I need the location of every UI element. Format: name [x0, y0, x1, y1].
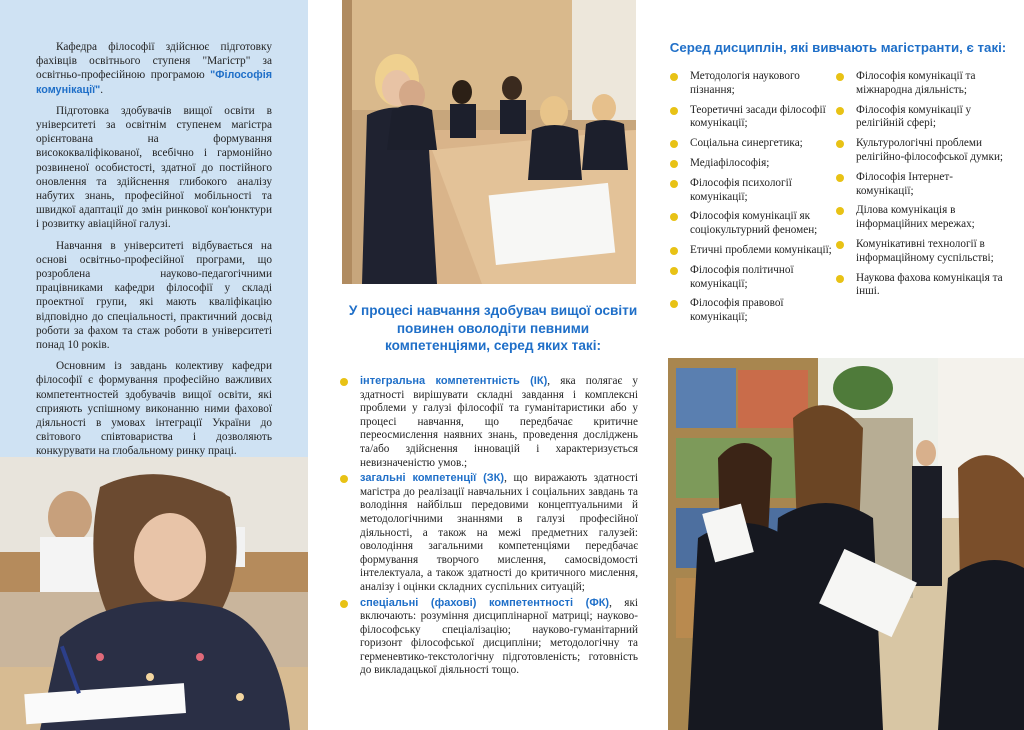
list-item: Філософія Інтернет-комунікації;: [830, 171, 1006, 199]
photo-classroom-teacher: [342, 0, 636, 284]
bullet-icon: [836, 207, 844, 215]
competency-term: загальні компетенції (ЗК): [360, 472, 505, 485]
list-item: Філософія політичної комунікації;: [664, 264, 832, 292]
list-item: Ділова комунікація в інформаційних мережах;: [830, 204, 1006, 232]
bullet-icon: [340, 378, 348, 386]
list-item: Теоретичні засади філософії комунікації;: [664, 104, 832, 132]
bullet-icon: [670, 73, 678, 81]
bullet-icon: [670, 300, 678, 308]
list-item: Етичні проблеми комунікації;: [664, 244, 832, 258]
disciplines-list-left: [664, 70, 832, 331]
competencies-heading: У процесі навчання здобувач вищої освіти повинен оволодіти певними компетенціями, серед яких такі:: [348, 303, 638, 353]
list-item: Філософія комунікації як соціокультурний феномен;: [664, 210, 832, 238]
bullet-icon: [670, 267, 678, 275]
bullet-icon: [670, 160, 678, 168]
program-paragraph: Навчання в університеті відбувається на основі освітньо-професійної програми, що розроблена науково-педагогічними працівниками кафедри філософії у складі проектної групи, які мають кваліфікацію відповідно до спеціальності, практичний досвід роботи за фахом та стаж роботи в університеті понад 10 років.: [36, 239, 272, 352]
list-item: Філософія психології комунікації;: [664, 177, 832, 205]
list-item: спеціальні (фахові) компетентності (ФК), які включають: розуміння дисциплінарної матриці; науково-філософську спеціалізацію; науково-гуманітарний горизонт філософської дисципліни; методологічну та герменевтико-текстологічну підготовленість; готовність до викладацької діяльності тощо.: [336, 597, 638, 679]
bullet-icon: [340, 600, 348, 608]
list-item: Методологія наукового пізнання;: [664, 70, 832, 98]
bullet-icon: [670, 180, 678, 188]
competencies-list: [336, 375, 638, 678]
bullet-icon: [670, 213, 678, 221]
intro-paragraph: Кафедра філософії здійснює підготовку фахівців освітнього ступеня "Магістр" за освітньо-професійною програмою "Філософія комунікації".: [36, 41, 272, 96]
bullet-icon: [670, 247, 678, 255]
list-item: Філософія комунікації у релігійній сфері;: [830, 104, 1006, 132]
list-item: загальні компетенції (ЗК), що виражають здатності магістра до реалізації навчальних і соціальних завдань та володіння найбільш передовими концептуальними й методологічними знаннями в галузі професійної діяльності, а також на межі предметних галузей: оволодіння загальними компетенціями передбачає формування творчого мислення, самосвідомості інтелектуала, а також здатності до критичного мислення, аналізу і оцінки складних суспільних ситуацій;: [336, 472, 638, 594]
bullet-icon: [670, 140, 678, 148]
bullet-icon: [836, 107, 844, 115]
list-item: Культурологічні проблеми релігійно-філософської думки;: [830, 137, 1006, 165]
mission-paragraph: Основним із завдань колективу кафедри філософії є формування професійно важливих компетентностей здобувачів вищої освіти, які сприяють успішному виконанню ними фахової діяльності в умовах інтеграції України до світового співтовариства і дозволяють конкурувати на глобальному ринку праці.: [36, 360, 272, 458]
list-item: інтегральна компетентність (ІК), яка полягає у здатності вирішувати складні завдання і комплексні проблеми у галузі філософії та гуманітаристики або у процесі навчання, що передбачає критичне переосмислення наявних знань, проведення досліджень та/або здійснення інновацій і характеризується невизначеністю умов.;: [336, 375, 638, 470]
list-item: Соціальна синергетика;: [664, 137, 832, 151]
bullet-icon: [340, 475, 348, 483]
competency-term: спеціальні (фахові) компетентності (ФК): [360, 596, 610, 609]
bullet-icon: [836, 140, 844, 148]
bullet-icon: [836, 73, 844, 81]
list-item: Медіафілософія;: [664, 157, 832, 171]
photo-students-library: [668, 358, 1024, 730]
bullet-icon: [670, 107, 678, 115]
bullet-icon: [836, 241, 844, 249]
training-paragraph: Підготовка здобувачів вищої освіти в університеті за освітнім ступенем магістра орієнтована на формування висококваліфікованої, всебічно і гармонійно розвиненої особистості, здатної до постійного оновлення та здійснення глибокого аналізу набутих знань, професійної мобільності та швидкої адаптації до змін ринкової кон'юнктури і розвитку авіаційної галузі.: [36, 104, 272, 231]
list-item: Філософія комунікації та міжнародна діяльність;: [830, 70, 1006, 98]
list-item: Філософія правової комунікації;: [664, 297, 832, 325]
left-text-block: [36, 40, 272, 466]
bullet-icon: [836, 174, 844, 182]
disciplines-heading: Серед дисциплін, які вивчають магістранти, є такі:: [669, 40, 1007, 55]
bullet-icon: [836, 275, 844, 283]
competency-term: інтегральна компетентність (ІК): [360, 375, 548, 387]
program-name: "Філософія комунікації": [36, 69, 272, 96]
list-item: Комунікативні технології в інформаційному суспільстві;: [830, 238, 1006, 266]
disciplines-list-right: [830, 70, 1006, 305]
photo-student-writing: [0, 457, 308, 730]
list-item: Наукова фахова комунікація та інші.: [830, 272, 1006, 300]
